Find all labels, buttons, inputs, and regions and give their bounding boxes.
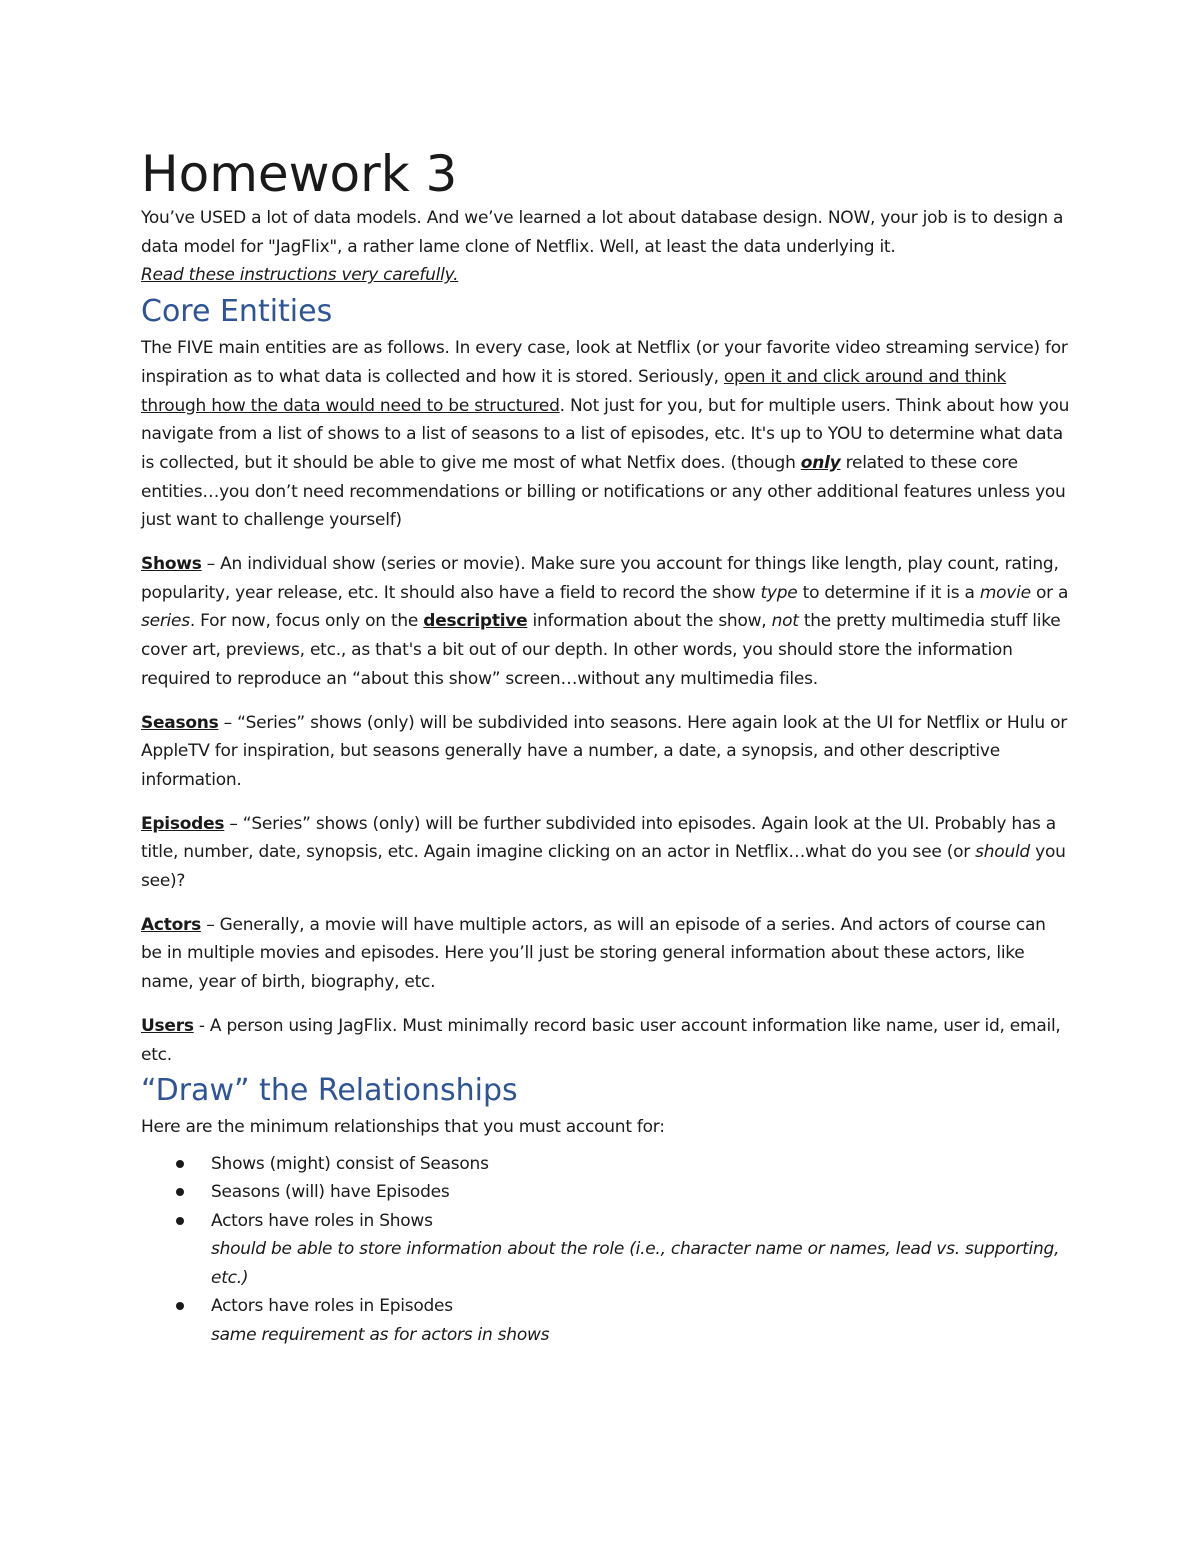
list-item: [141, 1292, 1071, 1349]
list-item-note: should be able to store information about the role (i.e., character name or names, lead vs. supporting, etc.): [211, 1239, 1060, 1288]
relationships-intro: Here are the minimum relationships that you must account for:: [141, 1117, 665, 1138]
entity-shows-text: to determine if it is a: [797, 582, 980, 603]
entity-seasons-text: – “Series” shows (only) will be subdivided into seasons. Here again look at the UI for Netflix or Hulu or AppleTV for inspiration, but seasons generally have a number, a date, a synopsis, and other descriptive information.: [141, 712, 1067, 790]
list-item: [141, 1150, 1071, 1179]
core-text-c: related to these core entities…you don’t need recommendations or billing or notifications or any other additional features unless you just want to challenge yourself): [141, 452, 1066, 531]
entity-episodes-name: Episodes: [141, 813, 225, 834]
entity-shows-not: not: [771, 611, 799, 632]
entity-actors: [141, 911, 1071, 997]
entity-shows: [141, 550, 1071, 694]
entity-shows-text: . For now, focus only on the: [189, 611, 424, 632]
list-item-text: Actors have roles in Episodes: [211, 1296, 453, 1317]
list-item-text: Seasons (will) have Episodes: [211, 1182, 450, 1203]
core-only-emphasis: only: [800, 452, 841, 473]
entity-shows-text: information about the show,: [527, 611, 772, 632]
intro-text: You’ve USED a lot of data models. And we’ve learned a lot about database design. NOW, your job is to design a data model for "JagFlix", a rather lame clone of Netflix. Well, at least the data underlying it.: [141, 208, 1064, 257]
core-entities-heading: Core Entities: [141, 294, 333, 330]
bullet-icon: [176, 1217, 184, 1225]
entity-shows-movie: movie: [979, 582, 1031, 603]
entity-episodes-should: should: [975, 842, 1030, 863]
entity-users: [141, 1012, 1071, 1069]
intro-paragraph: [141, 204, 1071, 290]
page-title: Homework 3: [141, 145, 458, 203]
intro-emphasis: Read these instructions very carefully.: [141, 265, 459, 286]
entity-episodes-text: you see)?: [141, 842, 1066, 892]
entity-shows-descriptive: descriptive: [423, 611, 528, 632]
core-underlined-instruction: open it and click around and think through how the data would need to be structured: [141, 366, 1007, 416]
entity-seasons-name: Seasons: [141, 712, 219, 733]
entity-seasons: [141, 709, 1071, 795]
entity-users-text: - A person using JagFlix. Must minimally record basic user account information like name, user id, email, etc.: [141, 1015, 1061, 1065]
relationships-list: [141, 1150, 1071, 1350]
entity-episodes-text: – “Series” shows (only) will be further subdivided into episodes. Again look at the UI. Probably has a title, number, date, synopsis, etc. Again imagine clicking on an actor in Netflix…what do you see (or: [141, 813, 1056, 863]
list-item-text: Actors have roles in Shows: [211, 1210, 433, 1231]
entity-actors-text: – Generally, a movie will have multiple actors, as will an episode of a series. And actors of course can be in multiple movies and episodes. Here you’ll just be storing general information about these actors, like name, year of birth, biography, etc.: [141, 914, 1046, 993]
core-entities-paragraph: [141, 334, 1071, 535]
bullet-icon: [176, 1160, 184, 1168]
entity-shows-text: the pretty multimedia stuff like cover art, previews, etc., as that's a bit out of our depth. In other words, you should store the information required to reproduce an “about this show” screen…without any multimedia files.: [141, 611, 1061, 689]
entity-shows-name: Shows: [141, 554, 202, 575]
entity-actors-name: Actors: [141, 914, 202, 935]
entity-shows-text: or a: [1030, 582, 1069, 603]
entity-users-name: Users: [141, 1015, 194, 1036]
entity-shows-text: – An individual show (series or movie). Make sure you account for things like length, play count, rating, popularity, year release, etc. It should also have a field to record the show: [141, 554, 1059, 603]
entity-shows-type: type: [760, 582, 798, 603]
bullet-icon: [176, 1302, 184, 1310]
list-item: [141, 1207, 1071, 1293]
document-body: [141, 138, 1071, 1349]
core-text-a: The FIVE main entities are as follows. In every case, look at Netflix (or your favorite video streaming service) for inspiration as to what data is collected and how it is stored. Seriously,: [141, 338, 1068, 387]
list-item: [141, 1178, 1071, 1207]
entity-shows-series: series: [141, 611, 190, 632]
list-item-text: Shows (might) consist of Seasons: [211, 1153, 489, 1174]
entity-episodes: [141, 810, 1071, 896]
list-item-note: same requirement as for actors in shows: [211, 1324, 550, 1345]
relationships-heading: “Draw” the Relationships: [141, 1073, 518, 1109]
core-text-b: . Not just for you, but for multiple users. Think about how you navigate from a list of shows to a list of seasons to a list of episodes, etc. It's up to YOU to determine what data is collected, but it should be able to give me most of what Netfix does. (though: [141, 395, 1070, 473]
bullet-icon: [176, 1188, 184, 1196]
